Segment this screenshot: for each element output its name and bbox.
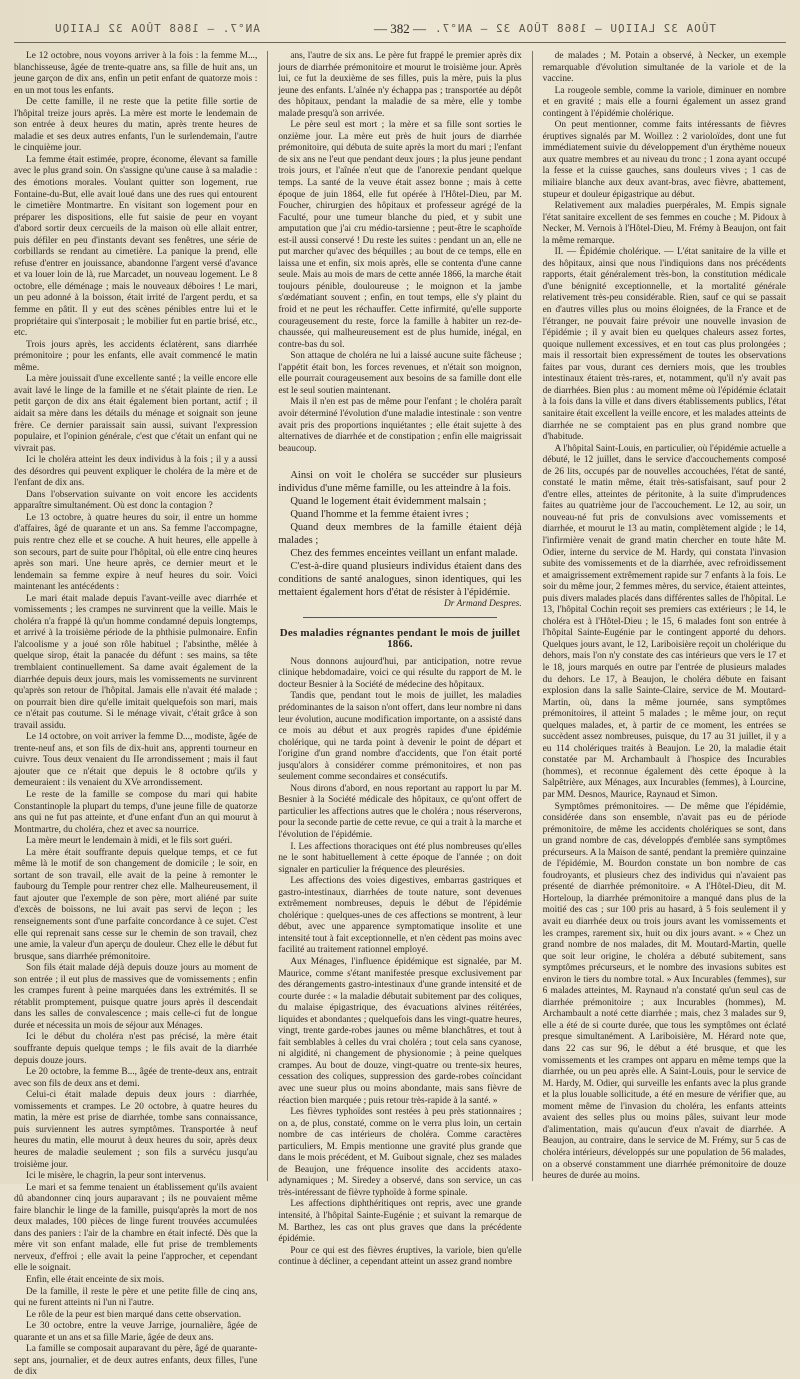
paragraph: de malades ; M. Potain a observé, à Necker, un exemple remarquable d'évolution simultanée de la variole et de la vaccine. xyxy=(542,51,786,85)
paragraph: Le 13 octobre, à quatre heures du soir, il entre un homme d'affaires, âgé de quarante et un ans. Sa femme l'accompagne, puis rentre chez elle et se couche. A huit heures, elle appelle à son secours, part de suite pour l'hôpital, où elle entre cinq heures après son mari. Une heure après, ce dernier meurt et le lendemain sa femme expire à neuf heures du soir. Voici maintenant les antécédents : xyxy=(14,512,258,593)
paragraph: Le père seul est mort ; la mère et sa fille sont sorties le onzième jour. La mère eut près de huit jours de diarrhée prémonitoire, qui débuta de suite après la mort du mari ; l'enfant de six ans ne l'eut que pendant deux jours ; la plus jeune pendant trois jours, et l'aînée n'eut que de l'anorexie pendant quelque temps. La santé de la veuve était assez bonne ; mais à cette époque de juin 1864, elle fut opérée à l'Hôtel-Dieu, par M. Foucher, chirurgien des hôpitaux et professeur agrégé de la Faculté, pour une tumeur blanche du pied, et y subit une amputation que j'ai cru médio-tarsienne ; peut-être le scaphoïde est-il aussi conservé ! Du reste les suites : pendant un an, elle ne put marcher qu'avec des béquilles ; au bout de ce temps, elle en laissa une et enfin, six mois après, elle se contenta d'une canne seule. Mais au mois de mars de cette année 1866, la marche était toujours pénible, douloureuse ; le moignon et la jambe s'œdématiant souvent ; enfin, en tout temps, elle s'y plaint du froid et ne peut les réchauffer. Cette infirmité, qu'elle supporte courageusement du reste, force la famille à habiter un rez-de-chaussée, qui malheureusement est de plus humide, inégal, en contre-bas du sol. xyxy=(278,120,522,350)
column-2-article-continuation xyxy=(278,51,521,455)
paragraph: Tandis que, pendant tout le mois de juillet, les maladies prédominantes de la saison n'ont offert, dans leur nombre ni dans leur évolution, aucune modification importante, on a assisté dans ce mois au début et aux progrès rapides d'une épidémie cholérique, qui ne tarda point à devenir le point de départ et l'origine d'un grand nombre d'accidents, que l'on était porté jusqu'alors à considérer comme prémonitoires, et non pas seulement comme secondaires et consécutifs. xyxy=(278,691,522,783)
paragraph: Pour ce qui est des fièvres éruptives, la variole, bien qu'elle continue à décliner, a cependant atteint un assez grand nombre xyxy=(278,1245,522,1268)
column-1 xyxy=(14,51,258,1378)
paragraph: Dans l'observation suivante on voit encore les accidents apparaître simultanément. Où est donc la contagion ? xyxy=(14,489,258,512)
paragraph: Le mari et sa femme tenaient un établissement qu'ils avaient dû abandonner cinq jours auparavant ; ils ne pouvaient même faire blanchir le linge de la famille, puisqu'après la mort de nos deux malades, 100 pièces de linge furent trouvées accumulées dans des paniers : l'air de la chambre en était infecté. Dès que la mère vit son enfant malade, elle fut prise de tremblements nerveux, d'effroi ; elle avait la peine l'approcher, et cependant elle le soignait. xyxy=(14,1182,258,1274)
page-number: — 382 — xyxy=(374,21,426,36)
paragraph: Nous donnons aujourd'hui, par anticipation, notre revue clinique hebdomadaire, voici ce qui résulte du rapport de M. le docteur Besnier à la Société de médecine des hôpitaux. xyxy=(278,656,522,690)
column-3 xyxy=(543,51,786,1181)
paragraph: A l'hôpital Saint-Louis, en particulier, où l'épidémie actuelle a débuté, le 12 juillet, dans le service d'accouchements composé de 26 lits, occupés par de nouvelles accouchées, l'état de santé, constaté le matin même, était très-satisfaisant, sauf pour 2 d'entre elles, atteintes de péritonite, à la suite d'imprudences faites au quatrième jour de l'accouchement. Le 12, au soir, un nouveau-né fut pris de convulsions avec vomissements et diarrhée, et mourut le 13 au matin, complètement algide ; le 14, l'infirmière venait de grand matin chercher en toute hâte M. Odier, interne du service de M. Hardy, qui constata l'invasion subite des vomissements et de la diarrhée, avec refroidissement et amaigrissement extrêmement rapide sur 7 enfants à la fois. Le soir du même jour, 2 femmes mères, du service, étaient atteintes, puis divers malades placés dans différentes salles de l'hôpital. Le 13, l'hôpital Cochin reçoit ses premiers cas extérieurs ; le 14, le choléra est à l'Hôtel-Dieu ; le 15, 6 malades font son entrée à l'hôpital Sainte-Eugénie par le contingent apporté du dehors. Quelques jours avant, le 12, Lariboisière reçoit un cholérique du dehors, mais l'on n'y constate des cas intérieurs que vers le 17 et le 18, jours marqués en outre par l'entrée de plusieurs malades du dehors. Le 17, à Beaujon, le choléra débute en faisant explosion dans la salle Sainte-Claire, service de M. Moutard-Martin, où, dans la même journée, sans symptômes prémonitoires, il atteint 5 malades ; le même jour, on reçut quelques malades, et, à partir de ce moment, les entrées se succèdent assez nombreuses, puisque, du 17 au 31 juillet, il y a eu 114 cholériques traités à Beaujon. Le 20, la maladie était constatée par M. Archambault à l'hospice des Incurables (hommes), et reconnue également dès cette époque à la Salpêtrière, aux Ménages, aux Incurables (femmes), à Lourcine, par MM. Desnos, Maurice, Raynaud et Simon. xyxy=(542,443,786,800)
paragraph: Ici le misère, le chagrin, la peur sont intervenus. xyxy=(26,1171,206,1182)
summary-line: Quand l'homme et la femme étaient ivres ; xyxy=(290,509,469,521)
bleed-through-header-right: TÛOA 32 LAIIQU — 1868 TÛOA 32 — AN°7. xyxy=(433,22,716,35)
paragraph: Ici le début du choléra n'est pas précisé, la mère était souffrante depuis quelque temps ; le fils avait de la diarrhée depuis douze jours. xyxy=(14,1032,258,1066)
section-divider xyxy=(303,617,498,618)
paragraph: Celui-ci était malade depuis deux jours : diarrhée, vomissements et crampes. Le 20 octobre, à quatre heures du matin, la mère est prise de diarrhée, tombe sans connaissance, puis surviennent les autres symptômes. Transportée à neuf heures du matin, elle mourut à deux heures du soir, après deux heures de maladie seulement ; son fils a survécu jusqu'au troisième jour. xyxy=(14,1090,258,1170)
paragraph: La mère meurt le lendemain à midi, et le fils sort guéri. xyxy=(26,836,233,847)
paragraph: Le reste de la famille se compose du mari qui habite Constantinople la plupart du temps, d'une jeune fille de quatorze ans qui ne fut pas atteinte, et d'une enfant d'un an qui mourut à Montmartre, du choléra, chez et avec sa nourrice. xyxy=(14,790,258,835)
bleed-through-header-left: AN°7. — 1868 TÛOA 32 LAIIQU xyxy=(54,22,260,35)
paragraph: Le rôle de la peur est bien marqué dans cette observation. xyxy=(26,1309,242,1320)
columns xyxy=(14,51,786,1378)
summary-line: C'est-à-dire quand plusieurs individus étaient dans des conditions de santé analogues, sinon identiques, qui les mettaient également hors d'état de résister à l'épidémie. xyxy=(278,561,522,599)
paragraph: La mère était souffrante depuis quelque temps, et ce fut même là le motif de son changement de domicile ; le soir, en sortant de son travail, elle avait de la peine à remonter le faubourg du Temple pour rentrer chez elle. Malheureusement, il faut ajouter que l'exemple de son père, mort aliéné par suite d'excès de boissons, ne lui avait pas servi de leçon ; les renseignements sont d'une parfaite concordance à ce sujet. C'est elle qui reprenait sans cesse sur le chemin de son travail, chez une amie, la valeur d'un aperçu de douleur. Chez elle le début fut brusque, sans diarrhée prémonitoire. xyxy=(14,847,258,962)
paragraph: On peut mentionner, comme faits intéressants de fièvres éruptives signalés par M. Woillez : 2 varioloïdes, dont une fut immédiatement suivie du développement d'un érythème noueux aux quatre membres et au niveau du tronc ; 1 zona ayant occupé la fesse et la cuisse gauches, sans douleurs vives ; 1 cas de miliaire blanche aux deux avant-bras, avec fièvre, abattement, stupeur et douleur épigastrique au début. xyxy=(542,120,786,200)
summary-line: Chez des femmes enceintes veillant un enfant malade. xyxy=(290,548,518,560)
paragraph: Symptômes prémonitoires. — De même que l'épidémie, considérée dans son ensemble, n'avait pas eu de période prémonitoire, de même les accidents cholériques se sont, dans un grand nombre de cas, développés d'emblée sans symptômes précurseurs. A la Maison de santé, pendant la première quinzaine de l'épidémie, M. Bourdon constate un bon nombre de cas foudroyants, et plusieurs chez des individus qui n'avaient pas présenté de diarrhée prémonitoire. « A l'Hôtel-Dieu, dit M. Horteloup, la diarrhée prémonitoire a manqué dans plus de la moitié des cas ; sur 100 pris au hasard, à 5 fois seulement il y avait eu diarrhée deux ou trois jours avant les vomissements et les crampes, rarement six, huit ou dix jours avant. » « Chez un grand nombre de nos malades, dit M. Moutard-Martin, quelle que soit leur origine, le choléra a débuté subitement, sans symptômes précurseurs, et le nombre des invasions subites est environ le tiers du nombre total. » Aux Incurables (femmes), sur 6 malades atteintes, M. Raynaud n'a constaté qu'un seul cas de diarrhée prémonitoire ; aux Incurables (hommes), M. Archambault a noté cette diarrhée ; mais, chez 3 malades sur 9, elle a été de si courte durée, que tous les symptômes ont éclaté presque simultanément. A Lariboisière, M. Hérard note que, dans 22 cas sur 96, le début a été brusque, et que les vomissements et les crampes ont apparu en même temps que la diarrhée, ou un peu après elle. A Saint-Louis, pour le service de M. Hardy, M. Odier, qui surveille les enfants avec la plus grande et la plus louable sollicitude, a été en mesure de vérifier que, au moment même de l'invasion du choléra, les enfants atteints avaient des selles plus ou moins pâles, suivant leur mode d'alimentation, mais qu'aucun d'eux n'avait de diarrhée. A Beaujon, au contraire, dans le service de M. Frémy, sur 5 cas de choléra intérieurs, développés sur une population de 56 malades, on a observé constamment une diarrhée prémonitoire de douze heures de durée au moins. xyxy=(542,801,786,1182)
paragraph: Les fièvres typhoïdes sont restées à peu près stationnaires ; on a, de plus, constaté, comme on le verra plus loin, un certain nombre de cas intérieurs de choléra. Comme caractères particuliers, M. Empis mentionne une gravité plus grande que dans le mois précédent, et M. Guibout signale, chez ses malades de Beaujon, une fréquence insolite des accidents ataxo-adynamiques ; M. Siredey a observé, dans son service, un cas très-intéressant de fièvre typhoïde à forme spinale. xyxy=(278,1107,522,1198)
paragraph: II. — Épidémie cholérique. — L'état sanitaire de la ville et des hôpitaux, ainsi que nous l'indiquions dans nos précédents rapports, était généralement très-bon, la constitution médicale d'une bénignité exceptionnelle, et la mortalité générale relativement très-peu considérable. Rien, sauf ce qui se passait en d'autres villes plus ou moins éloignées, de la France et de l'étranger, ne pouvait faire prévoir une nouvelle invasion de l'épidémie ; il y avait bien eu quelques chaleurs assez fortes, quoique nullement excessives, et en tout cas plus prolongées ; mais il ressortait bien expressément de toutes les observations faites par vous, durant ces derniers mois, que les troubles intestinaux étaient très-rares, et, notamment, qu'il n'y avait pas de diarrhées. Bien plus : au moment même où l'épidémie éclatait à la fois dans la ville et dans divers établissements publics, l'état sanitaire était excellent la veille encore, et les malades atteints de diarrhée ne se comptaient pas en plus grand nombre que d'habitude. xyxy=(542,247,786,443)
paragraph: De cette famille, il ne reste que la petite fille sortie de l'hôpital treize jours après. La mère est morte le lendemain de son entrée à deux heures du matin, après trente heures de maladie et ses deux autres enfants, l'un le surlendemain, l'autre le cinquième jour. xyxy=(14,97,258,154)
column-2-summary xyxy=(278,469,521,599)
paragraph: La rougeole semble, comme la variole, diminuer en nombre et en gravité ; mais elle a fourni également un assez grand contingent à l'épidémie cholérique. xyxy=(542,85,786,119)
column-rule xyxy=(267,51,268,1181)
paragraph: ans, l'autre de six ans. Le père fut frappé le premier après dix jours de diarrhée prémonitoire et mourut le troisième jour. Après lui, ce fut la deuxième de ses filles, puis la mère, puis la plus jeune des enfants. L'aînée n'y échappa pas ; transportée au dépôt des hôpitaux, pendant la maladie de sa mère, elle y tombe malade presqu'à son arrivée. xyxy=(278,51,522,119)
paragraph: Ici le choléra atteint les deux individus à la fois ; il y a aussi des désordres qui peuvent expliquer le choléra de la mère et de l'enfant de dix ans. xyxy=(14,455,258,489)
paragraph: Les affections diphthéritiques ont repris, avec une grande intensité, à l'hôpital Sainte-Eugénie ; et suivant la remarque de M. Barthez, les cas ont plus graves que dans la précédente épidémie. xyxy=(278,1199,522,1245)
paragraph: Son attaque de choléra ne lui a laissé aucune suite fâcheuse ; l'appétit était bon, les forces revenues, et n'était son moignon, elle pourrait courageusement aux besoins de sa famille dont elle est le seul soutien maintenant. xyxy=(278,351,522,396)
paragraph: Enfin, elle était enceinte de six mois. xyxy=(26,1274,165,1285)
column-2 xyxy=(278,51,522,1268)
paragraph: I. Les affections thoraciques ont été plus nombreuses qu'elles ne le sont habituellement à cette époque de l'année ; on doit signaler en particulier la fréquence des pleurésies. xyxy=(278,841,522,875)
paragraph: Aux Ménages, l'influence épidémique est signalée, par M. Maurice, comme s'étant manifestée presque exclusivement par des dérangements gastro-intestinaux d'une grande intensité et de courte durée : « la maladie débutait subitement par des coliques, du malaise épigastrique, des évacuations alvines réitérées, liquides et abondantes ; quelquefois dans les vingt-quatre heures, vingt, trente garde-robes jaunes ou même blanchâtres, et tout à fait semblables à celles du vrai choléra ; tout cela sans cyanose, ni algidité, ni changement de physionomie ; à peine quelques crampes. Au bout de douze, vingt-quatre ou trente-six heures, cessation des coliques, suppression des garde-robes coïncidant avec une sueur plus ou moins abondante, mais sans fièvre de réaction bien marquée ; puis retour très-rapide à la santé. » xyxy=(278,957,522,1106)
paragraph: Le 30 octobre, entre la veuve Jarrige, journalière, âgée de quarante et un ans et sa fille Marie, âgée de deux ans. xyxy=(14,1321,258,1343)
paragraph: Mais il n'en est pas de même pour l'enfant ; le choléra paraît avoir déterminé l'évolution d'une maladie intestinale : son ventre avait pris des proportions inquiétantes ; elle était sujette à des alternatives de diarrhée et de constipation ; enfin elle maigrissait beaucoup. xyxy=(278,397,522,454)
summary-line: Quand deux membres de la famille étaient déjà malades ; xyxy=(278,522,522,547)
author-signature: Dr Armand Despres. xyxy=(444,599,522,610)
paragraph: Les affections des voies digestives, embarras gastriques et gastro-intestinaux, diarrhées de toute nature, sont devenues extrêmement nombreuses, depuis le début de l'épidémie cholérique : quelques-unes de ces affections se montrent, à leur début, avec une apparence symptomatique insolite et une intensité tout à fait exceptionnelle, et n'en cèdent pas moins avec facilité au traitement rationnel employé. xyxy=(278,876,522,956)
page-header xyxy=(14,20,786,43)
paragraph: Le 20 octobre, la femme B..., âgée de trente-deux ans, entrait avec son fils de deux ans et demi. xyxy=(14,1067,258,1089)
paragraph: Le 14 octobre, on voit arriver la femme D..., modiste, âgée de trente-neuf ans, et son fils de dix-huit ans, apprenti tourneur en cuivre. Tous deux venaient du IIe arrondissement ; mais il faut ajouter que ce n'était que depuis le 8 octobre qu'ils y demeuraient : ils venaient du XVe arrondissement. xyxy=(14,732,258,789)
paragraph: Trois jours après, les accidents éclatèrent, sans diarrhée prémonitoire ; pour les enfants, elle avait commencé le matin même. xyxy=(14,339,258,373)
column-2-new-article xyxy=(278,657,521,1269)
paragraph: Relativement aux maladies puerpérales, M. Empis signale l'état sanitaire excellent de ses femmes en couche ; M. Pidoux à Necker, M. Vernois à l'Hôtel-Dieu, M. Frémy à Beaujon, ont fait la même remarque. xyxy=(542,201,786,246)
paragraph: De la famille, il reste le père et une petite fille de cinq ans, qui ne furent atteints ni l'un ni l'autre. xyxy=(14,1286,258,1309)
paragraph: La mère jouissait d'une excellente santé ; la veille encore elle avait lavé le linge de la famille et ne s'était plainte de rien. Le petit garçon de dix ans était également bien portant, actif ; il aidait sa mère dans les détails du ménage et soignait son jeune frère. Ce dernier paraissait sain aussi, suivant l'expression populaire, et l'opinion générale, c'est que c'était un enfant qui ne vivrait pas. xyxy=(14,374,258,454)
summary-line: Ainsi on voit le choléra se succéder sur plusieurs individus d'une même famille, ou les atteindre à la fois. xyxy=(278,470,522,495)
section-title: Des maladies régnantes pendant le mois de juillet 1866. xyxy=(279,626,521,651)
paragraph: Le 12 octobre, nous voyons arriver à la fois : la femme M..., blanchisseuse, âgée de trente-quatre ans, sa fille de huit ans, un jeune garçon de dix ans, enfin un petit enfant de quatorze mois : en un mot tous les enfants. xyxy=(14,51,258,96)
paragraph: La femme était estimée, propre, économe, élevant sa famille avec le plus grand soin. On s'assigne qu'une cause à sa maladie : des émotions morales. Voulant quitter son logement, rue Fontaine-du-But, elle avait loué dans une des rues qui entourent le cimetière Montmartre. En visitant son logement pour en préparer les dispositions, elle fut saisie de peur en voyant d'abord sortir deux cercueils de la maison où elle allait entrer, puis défiler en peu d'instants devant ses fenêtres, une série de corbillards se rendant au cimetière. La panique la prend, elle refuse d'entrer en jouissance, abandonne l'argent versé d'avance et va louer loin de là, rue Marcadet, un nouveau logement. Le 8 octobre, elle déménage ; mais le nouveaux déboires ! Le mari, un peu adonné à la boisson, était irrité de l'argent perdu, et sa femme en pâtit. Il y eut des scènes pénibles entre lui et le propriétaire qui s'interposait ; le mobilier fut en partie brisé, etc., etc. xyxy=(14,154,258,339)
paragraph: Nous dirons d'abord, en nous reportant au rapport lu par M. Besnier à la Société médicale des hôpitaux, ce qu'ont offert de particulier les affections autres que le choléra ; nous réserverons, pour la seconde partie de cette revue, ce qui a trait à la marche et l'évolution de l'épidémie. xyxy=(278,783,522,840)
column-rule xyxy=(532,51,533,1181)
paragraph: Le mari était malade depuis l'avant-veille avec diarrhée et vomissements ; les crampes ne survinrent que la veille. Mais le choléra n'a frappé là qu'un homme condamné depuis longtemps, et arrivé à la troisième période de la phthisie pulmonaire. Enfin l'alcoolisme y a joué son rôle habituel ; l'absinthe, mêlée à quelque sirop, était la panacée du défunt : ses mains, sa tête tremblaient continuellement. Sa dame avait également de la diarrhée depuis deux jours, mais les vomissements ne survinrent qu'après son retour de l'hôpital. Jamais elle n'avait été malade ; on pourrait bien dire qu'elle imitait quelquefois son mari, mais ce n'était pas coutume. Si le ménage vivait, c'était grâce à son travail assidu. xyxy=(14,593,258,731)
summary-line: Quand le logement était évidemment malsain ; xyxy=(290,496,487,508)
paragraph: La famille se composait auparavant du père, âgé de quarante-sept ans, journalier, et de deux autres enfants, deux filles, l'une de dix xyxy=(14,1344,258,1378)
paragraph: Son fils était malade déjà depuis douze jours au moment de son entrée ; il eut plus de massives que de vomissements ; enfin les crampes furent à peine marquées dans les extrémités. Il se rétablit promptement, puisque quatre jours après il descendait dans les salles de convalescence ; mais celle-ci fut de longue durée et nécessita un mois de séjour aux Ménages. xyxy=(14,963,258,1031)
